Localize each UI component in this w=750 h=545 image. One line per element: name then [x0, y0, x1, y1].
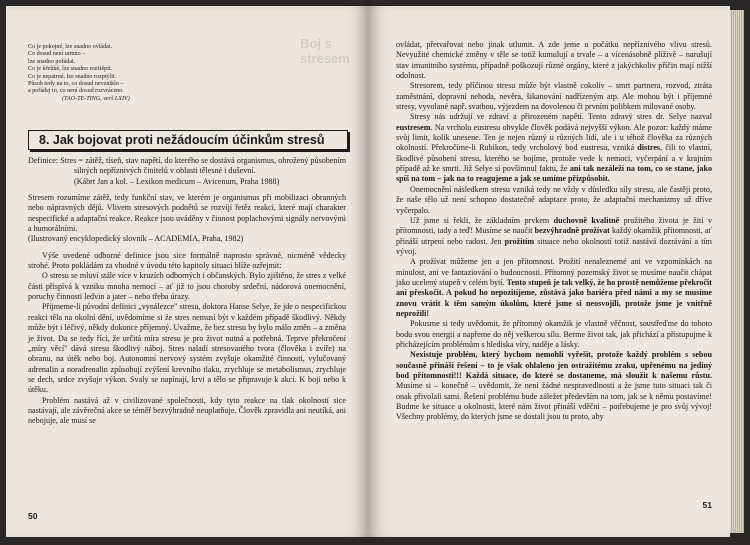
definition-1-source: (Kábrt Jan a kol. – Lexikon medicum – Avicenum, Praha 1988)	[74, 176, 280, 186]
paragraph: Stresy nás udržují ve zdraví a přirozeném napětí. Tento zdravý stres dr. Selye nazval eustresem. Na vrcholu eustresu obvykle člověk podává nejvyšší výkon. Ale pozor: každý máme svůj limit, kolik unesene. Ten je nejen různý u různých lidí, ale i u téhož člověka za různých okolností. Překročíme-li Rubikon, tedy vrcholový bod eustresu, vzniká distres, čili to vlastní, škodlivé působení stresu, kterého se bojíme, protože vede k nemoci, vyčerpání a v krajním případě až ke smrti. Již Selye si povšimnul faktu, že ani tak nezáleží na tom, co se stane, jako spíš na tom – jak na to reagujeme a jak se umíme přizpůsobit.	[396, 112, 712, 184]
motto-line: lze snadno pořádat.	[28, 58, 76, 65]
motto-line: Působ tedy na to, co dosud nevzniklo –	[28, 81, 124, 88]
emphasis: Tento stupeň je tak velký, že ho prostě nemůžeme překročit ani přeskočit. A pokud ho nepozitíjeme, zůstává jako bariéra před námi a my se musíme znovu vrátit k těm samým úkolům, které jsme si neosvojili, protože jsme je vnitřně neprožili!	[396, 277, 713, 318]
definition-1: Definice: Stres = zátěž, tíseň, stav napětí, do kterého se dostává organismus, ohrožený působením silných nepříznivých činitelů v oblasti tělesné i duševní.	[28, 156, 346, 176]
page-number-right: 51	[702, 500, 712, 510]
paragraph: Onemocnění následkem stresu vzniká tedy ne vždy v důsledku síly stresu, ale častěji proto, že naše tělo už není schopno dostatečně adaptace proto, že adaptační mechanizmy už dříve vyčerpalo.	[396, 184, 712, 215]
emphasis: ani tak nezáleží na tom, co se stane, jako spíš na tom – jak na to reagujeme a jak se umíme přizpůsobit.	[396, 164, 712, 184]
motto-source: (TAO-TE-TING, verš LXIV)	[62, 95, 130, 102]
paragraph: A prožívat můžeme jen a jen přítomnost. Prožití nenaleznemé ani ve vzpomínkách na minulost, ani ve fantaziování o budoucnosti. Přítomný pozemský život se musíme naučit chápat jako ucelený stupeň v celém bytí. Tento stupeň je tak velký, že ho prostě nemůžeme překročit ani přeskočit. A pokud ho nepozitíjeme, zůstává jako bariéra před námi a my se musíme znovu vrátit k těm samým úkolům, které jsme si neosvojili, protože jsme je vnitřně neprožili!	[396, 257, 713, 318]
left-page	[6, 6, 368, 537]
page-number-left: 50	[28, 511, 38, 521]
right-body	[396, 40, 712, 423]
motto-line: a pořádej to, co není dosud rozvráceno.	[28, 88, 124, 95]
paragraph: Výše uvedené odborné definice jsou sice formálně naprosto správné, nicméně vědecky strohé. Proto pokládám za vhodné v úvodu této kapitoly situaci blíže ozřejmit:	[28, 250, 346, 271]
term-eustres: eustresem	[396, 122, 431, 132]
motto-line: Co je pokojné, lze snadno ovládat.	[28, 44, 113, 50]
paragraph: Nexistuje problém, který bychom nemohli vyřešit, protože každý problém s sebou současně přináší řešení – to je však ohlaleno jen ostražitému zraku, upřenému na jediný bod přítomnosti!!! Každá situace, do které se dostaneme, má sloužit k našemu růstu. Musíme si – konečně – uvědomit, že není žádné nespravedlnosti a že jsme tuto situaci tak či onak přivolali sami. Řešení problému bude záležet především na tom, jak se k němu postavíme! Budme ke situace a okolnosti, které nám život přináší vděčni – potřebujeme je pro svůj vývoj! Všechny problémy, do kterých jsme se dostali jsou tu proto, aby	[396, 350, 712, 422]
right-page	[368, 6, 730, 537]
motto-line: Co je nepatrné, lze snadno rozptýlit.	[28, 73, 117, 80]
paragraph: Problém nastává až v civilizované společnosti, kdy tyto reakce na tlak okolností sice nastávají, ale závěrečná akce se téměř bezvýhradně neuplatňuje. Člověk zpravidla ani neutíká, ani nebojuje, ale musí se	[28, 395, 346, 426]
motto-line: Co dosud není urmno –	[28, 51, 86, 58]
term-distres: distres	[637, 143, 661, 153]
emphasis: Nexistuje problém, který bychom nemohli vyřešit, protože každý problém s sebou současně přináší řešení – to je však ohlaleno jen ostražitému zraku, upřenému na jediný bod přítomnosti!!! Každá situace, do které se dostaneme, má sloužit k našemu růstu.	[396, 350, 712, 380]
motto	[28, 44, 228, 103]
paragraph: Už jsme si řekli, že základním prvkem duchovně kvalitně prožitého života je žití v přítomnosti, tady a teď! Musíme se naučit bezvýhradně prožívat každý okamžik přítomnosti, ať přináší utrpení nebo radost. Jen prožitím situace nebo okolností totiž nastává dozrávání a tím vývoj.	[396, 215, 713, 256]
page-edges	[730, 10, 744, 533]
definition-2: Stresem rozumíme zátěž, tedy funkční stav, ve kterém je organismus při mobilizaci obranných nebo nápravných dějů. Vlivem stresových podnětů se rozvíjí řetěz reakcí, které mají charakter nespecifické a adaptační reakce. Reakce jsou uváděny v činnost poplachovými signály nervovými a humorálními.	[28, 193, 346, 234]
paragraph: ovládat, přetvařovat nebo jinak utlumit. A zde jeme u počátku nepříznivého vlivu stresů. Nevyužité chemické změny v těle se totiž kumulují a trvale – a vícenásobně plíživě – narušují stav imunitního systému, případně poškozují různé orgány, které z jakýchkoliv příčin mají nižší odolnost.	[396, 40, 712, 81]
chapter-title: 8. Jak bojovat proti nežádoucím účinkům stresů	[28, 130, 348, 150]
paragraph: Přijmeme-li původní definici „vynálezce" stresu, doktora Hanse Selye, že jde o nespecifickou reakci těla na okolní dění, uvědomíme si že stres nemusí být v každém případě škodlivý. Někdy může být i léčivý, někdy dokonce příjemný. Uvažme, že bez stresu by bylo málo změn – a změna je život. Da se tedy říci, že určitá míra stresu je pro život nutná a potřebná. Teprve překročení „míry věcí" dává stresu škodlivý náboj. Stres naladí stresovaného tvora (člověka i zvíře) na obranu, na útěk nebo boj. Autonomní nervový systém zvyšuje okamžité činnosti, vylučovaný adrenalin a noradrenalin způsobují zvýšení krevního tlaku, zrychluje se metabolismus, zrychluje se dech, srdce zvyšuje výkon. Svaly se napínají, krvi a tělo se připravuje k akci. K boji nebo k útěku.	[28, 302, 346, 395]
left-body	[28, 156, 346, 427]
show-through-text: Boj s stresem	[300, 36, 350, 66]
paragraph: O stresu se mluví stále více v kruzích odborných i občanských. Bylo zjištěno, že stres z velké části přispívá k vzniku mnoha nemocí – ať již to jsou choroby srdeční, nádorová onemocnění, poruchy činnosti ledvin a jater – nebo třeba úrazy.	[28, 271, 346, 302]
motto-line: Co je křehké, lze snadno rozštěpit.	[28, 66, 113, 73]
paragraph: Stresorem, tedy příčinou stresu může být vlastně cokoliv – smrt partnera, rozvod, ztráta zaměstnání, dopravní nehoda, nevěra, šikanování nadřízeným atp. Ale mohou být i příjemné stresy, vyvolané např. svatbou, výjezdem na dovolenou či prvním polibkem milované osoby.	[396, 81, 712, 112]
paragraph: Pokusme si tedy uvědomit, že přítomný okamžik je vlastně věčnost, soustřeďme do tohoto bodu svou energii a napřeme do něj veškerou sílu. Berme život tak, jak přichází a přistupujme k přicházejícím problémům s hlediska víry, naděje a lásky.	[396, 319, 712, 349]
definition-2-source: (Ilustrovaný encyklopedický slovník – ACADEMIA, Praha, 1982)	[28, 234, 244, 244]
